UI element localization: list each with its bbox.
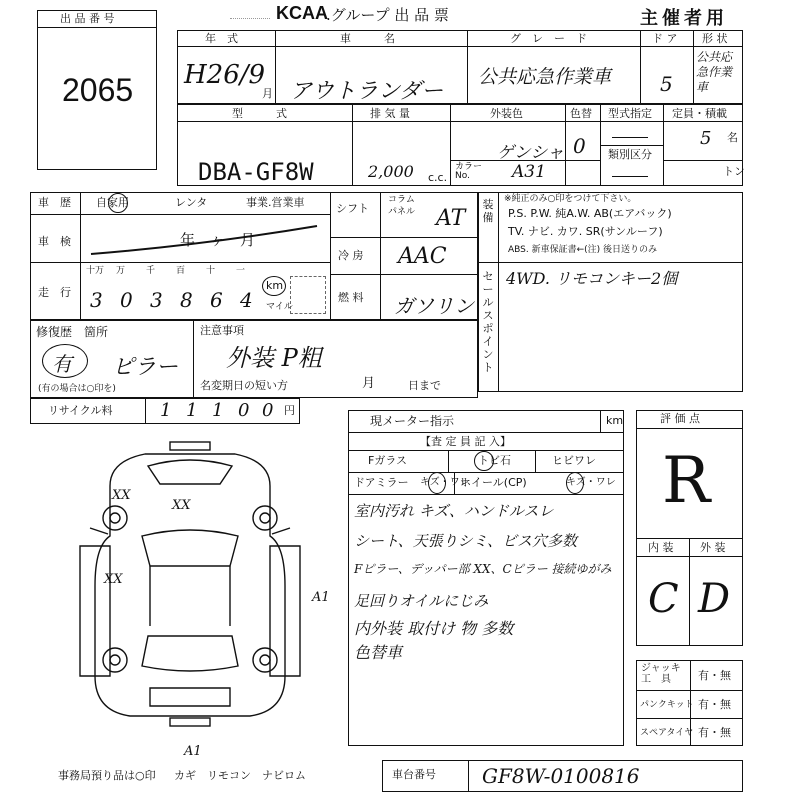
jack-option: 有・無 <box>698 669 731 682</box>
grade-value: 公共応急作業車 <box>478 66 612 88</box>
sales-point-value: 4WD. リモコンキー2個 <box>506 269 678 288</box>
person-unit: 名 <box>727 131 738 144</box>
shape-label: 形 状 <box>702 32 728 45</box>
mileage-digits: 十万 万 千 百 十 一 3 0 3 8 6 4 <box>86 266 253 312</box>
color-code-value: A31 <box>512 162 546 182</box>
mirror-scratch-label: キズ・ワレ <box>420 477 470 488</box>
capacity-label: 定員・積載 <box>672 107 727 120</box>
shift-options: コラム パネル <box>388 195 416 217</box>
shaken-value: 年 ヶ 月 <box>180 231 256 249</box>
lot-number: 2065 <box>62 72 134 108</box>
shaken-strike <box>85 220 325 260</box>
interior-label: 内 装 <box>648 541 674 554</box>
mileage-label: 走 行 <box>38 286 71 299</box>
inspector-note-2: シート、天張りシミ、ビス穴多数 <box>354 532 578 550</box>
doors-label: ド ア <box>652 32 678 45</box>
brand-logo: KCAA <box>276 3 328 23</box>
diagram-mark-4: A1 <box>312 590 330 605</box>
equipment-line1: P.S. P.W. 純A.W. AB(エアバック) <box>508 207 672 220</box>
color-no-label: 色替 <box>570 107 592 120</box>
recycle-label: リサイクル料 <box>48 404 113 417</box>
inspector-note-6: 色替車 <box>354 643 403 662</box>
model-label: 型 式 <box>232 107 287 120</box>
mileage-blank <box>290 276 326 314</box>
history-business: 事業.営業車 <box>246 196 305 209</box>
inspector-note-5: 内外装 取付け 物 多数 <box>354 619 514 638</box>
history-private: 自家用 <box>96 196 129 209</box>
equipment-line3: ABS. 新車保証書←(注) 後日送りのみ <box>508 245 658 255</box>
inspector-note-1: 室内汚れ キズ、ハンドルスレ <box>354 502 554 520</box>
name-label: 車 名 <box>340 32 395 45</box>
fuel-label: 燃 料 <box>338 291 364 304</box>
history-label: 車 歴 <box>38 196 71 209</box>
private-circle <box>108 193 128 213</box>
wheel-label: ホイール(CP) <box>460 476 527 489</box>
doors-value: 5 <box>660 72 673 96</box>
ac-value: AAC <box>398 244 447 269</box>
model-value: DBA-GF8W <box>198 158 314 186</box>
crack-label: ヒビワレ <box>552 454 596 467</box>
color-no-small: カラー No. <box>455 162 483 181</box>
year-value: H26/9 <box>184 60 266 90</box>
repair-has: 有 <box>52 352 72 376</box>
office-note: 事務局預り品は○印 <box>58 769 156 782</box>
class-label: 類別区分 <box>608 148 652 161</box>
name-value: アウトランダー <box>290 79 444 104</box>
type-designation-label: 型式指定 <box>608 107 652 120</box>
expiry-day: 日まで <box>408 379 441 392</box>
spare-label: スペアタイヤ <box>640 728 694 738</box>
recycle-digits: 1 1 1 0 0 <box>160 400 274 421</box>
evaluation-label: 評 価 点 <box>660 412 700 425</box>
dotted-line <box>230 18 270 19</box>
puncture-option: 有・無 <box>698 698 731 711</box>
recycle-unit: 円 <box>284 404 295 417</box>
exterior-label: 外 装 <box>700 541 726 554</box>
capacity-value: 5 <box>700 128 712 149</box>
lot-label: 出 品 番 号 <box>60 12 115 25</box>
fglass-label: Fガラス <box>368 454 407 467</box>
jack-label: ジャッキ 工 具 <box>641 663 681 685</box>
equipment-label: 装備 <box>482 198 494 224</box>
shaken-label: 車 検 <box>38 235 71 248</box>
repair-note: (有の場合は○印を) <box>38 384 116 394</box>
grade-label: グ レ ー ド <box>510 32 587 45</box>
displacement-label: 排 気 量 <box>370 107 410 120</box>
inspector-note-3: Fピラー、デッパー部 XX、Cピラー 接続ゆがみ <box>354 562 612 576</box>
caution-value: 外装 P粗 <box>226 344 322 372</box>
evaluation-score: R <box>662 444 711 518</box>
wheel-scratch-label: キズ・ワレ <box>566 477 616 488</box>
chip-label: トビ石 <box>478 454 511 467</box>
km-circle <box>262 276 286 296</box>
month-suffix: 月 <box>262 87 273 100</box>
year-label: 年 式 <box>205 32 238 45</box>
equipment-line2: TV. ナビ. カワ. SR(サンルーフ) <box>508 225 663 238</box>
repair-label: 修復歴 箇所 <box>36 325 109 339</box>
organizer-label: 主催者用 <box>640 8 728 29</box>
sales-point-label: セールスポイント <box>482 270 494 374</box>
shift-label: シフト <box>336 202 369 215</box>
shape-value: 公共応急作業車 <box>696 50 733 94</box>
expiry-month: 月 <box>362 376 376 391</box>
repair-where: ピラー <box>112 355 179 380</box>
displacement-value: 2,000 <box>368 162 414 181</box>
office-items: カギ リモコン ナビロム <box>174 769 306 782</box>
fuel-value: ガソリン <box>394 294 474 318</box>
caution-label: 注意事項 <box>200 324 244 337</box>
shift-value: AT <box>436 206 466 231</box>
form-title: .グループ 出 品 票 <box>326 6 449 24</box>
equipment-block <box>478 192 743 392</box>
color-change-value: 0 <box>573 134 586 158</box>
ton-unit: トン <box>723 165 745 178</box>
door-mirror-label: ドアミラー <box>354 476 409 489</box>
chassis-label: 車台番号 <box>392 768 436 781</box>
expiry-label: 名変期日の短い方 <box>200 379 288 392</box>
mile-label: マイル <box>266 302 293 312</box>
cc-unit: c.c. <box>428 171 448 184</box>
repair-circle <box>42 344 88 378</box>
chassis-value: GF8W-0100816 <box>482 764 640 788</box>
color-label: 外装色 <box>490 107 523 120</box>
ac-label: 冷 房 <box>338 249 364 262</box>
equipment-note: ※純正のみ○印をつけて下さい。 <box>504 194 637 204</box>
interior-value: C <box>648 576 679 622</box>
inspector-title: 【査 定 員 記 入】 <box>420 435 511 448</box>
km-label: km <box>266 279 284 292</box>
diagram-mark-2: XX <box>172 498 191 513</box>
puncture-label: パンクキット <box>640 700 694 710</box>
inspector-note-4: 足回りオイルにじみ <box>354 592 489 610</box>
diagram-mark-3: XX <box>104 572 123 587</box>
diagram-mark-5: A1 <box>184 744 202 759</box>
color-value: ゲンシャ <box>497 143 564 163</box>
spare-option: 有・無 <box>698 726 731 739</box>
history-rental: レンタ <box>175 196 208 209</box>
meter-label: 現メーター指示 <box>370 414 455 428</box>
diagram-mark-1: XX <box>112 488 131 503</box>
meter-unit: km <box>606 414 624 427</box>
exterior-value: D <box>698 576 731 622</box>
